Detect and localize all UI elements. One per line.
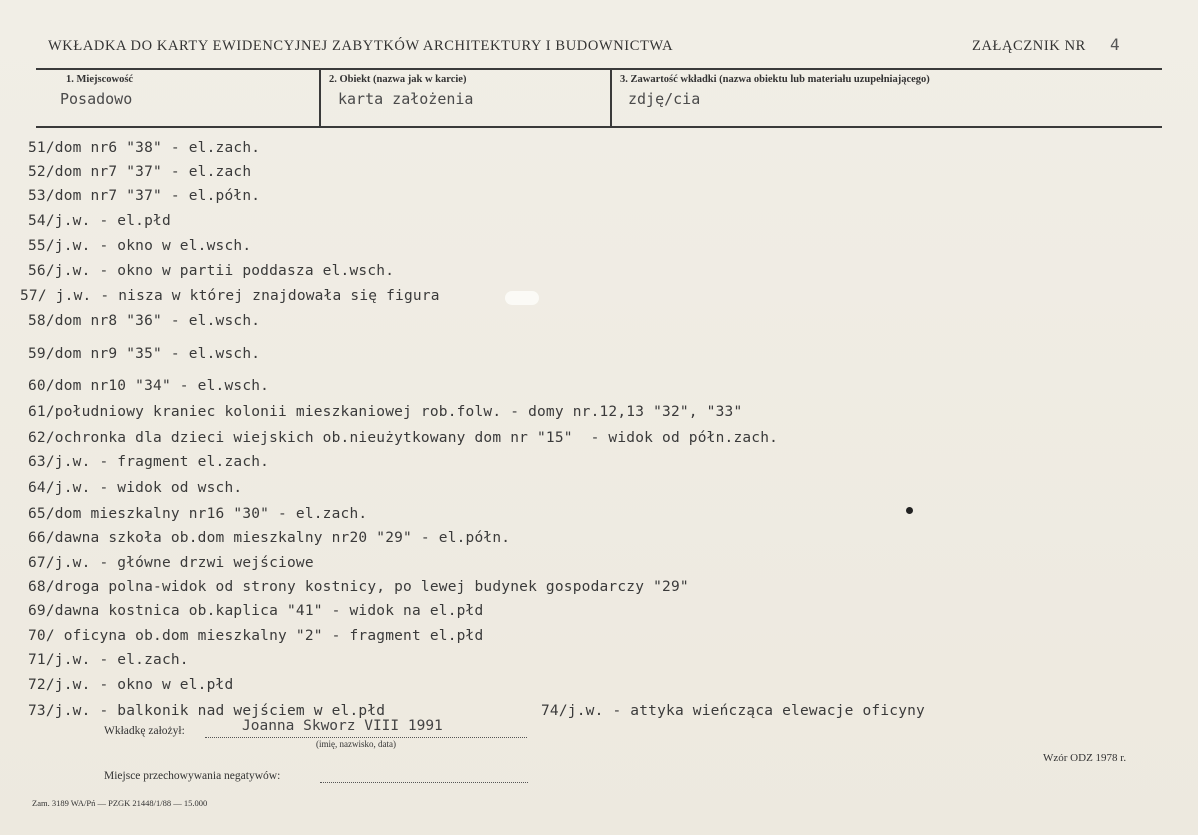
entry-line: 53/dom nr7 "37" - el.półn. — [28, 188, 261, 204]
header-top-rule — [36, 68, 1162, 70]
entry-line: 67/j.w. - główne drzwi wejściowe — [28, 555, 314, 571]
eraser-mark — [505, 291, 539, 305]
entry-line: 52/dom nr7 "37" - el.zach — [28, 164, 252, 180]
annex-number: 4 — [1110, 35, 1120, 54]
ink-spot — [906, 507, 913, 514]
signature-value: Joanna Skworz VIII 1991 — [242, 718, 443, 734]
entry-line: 71/j.w. - el.zach. — [28, 652, 189, 668]
entry-line: 61/południowy kraniec kolonii mieszkaniowej rob.folw. - domy nr.12,13 "32", "33" — [28, 404, 743, 420]
form-template-id: Wzór ODZ 1978 r. — [1043, 752, 1127, 764]
entry-line: 69/dawna kostnica ob.kaplica "41" - widok na el.płd — [28, 603, 484, 619]
field-divider-1 — [319, 70, 321, 126]
entry-line: 68/droga polna-widok od strony kostnicy, po lewej budynek gospodarczy "29" — [28, 579, 689, 595]
entry-line: 59/dom nr9 "35" - el.wsch. — [28, 346, 261, 362]
entry-line: 62/ochronka dla dzieci wiejskich ob.nieużytkowany dom nr "15" - widok od półn.zach. — [28, 430, 779, 446]
signature-dotted-line — [205, 737, 527, 738]
form-title: WKŁADKA DO KARTY EWIDENCYJNEJ ZABYTKÓW ARCHITEKTURY I BUDOWNICTWA — [48, 38, 674, 54]
entry-line: 63/j.w. - fragment el.zach. — [28, 454, 270, 470]
entry-line: 56/j.w. - okno w partii poddasza el.wsch. — [28, 263, 395, 279]
signature-label: Wkładkę założył: — [104, 725, 185, 737]
printer-imprint: Zam. 3189 WA/Pń — PZGK 21448/1/88 — 15.000 — [32, 798, 208, 808]
entry-line: 72/j.w. - okno w el.płd — [28, 677, 234, 693]
field-object-label: 2. Obiekt (nazwa jak w karcie) — [329, 74, 467, 85]
entry-line: 54/j.w. - el.płd — [28, 213, 171, 229]
header-bottom-rule — [36, 126, 1162, 128]
entry-line: 65/dom mieszkalny nr16 "30" - el.zach. — [28, 506, 368, 522]
field-divider-2 — [610, 70, 612, 126]
field-content-value: zdję/cia — [628, 90, 701, 108]
entry-line: 60/dom nr10 "34" - el.wsch. — [28, 378, 270, 394]
entry-line: 74/j.w. - attyka wieńcząca elewacje oficyny — [541, 703, 925, 719]
annex-label: ZAŁĄCZNIK NR — [972, 38, 1086, 54]
entry-line: 51/dom nr6 "38" - el.zach. — [28, 140, 261, 156]
field-object-value: karta założenia — [338, 90, 474, 108]
signature-caption: (imię, nazwisko, data) — [316, 739, 396, 749]
storage-label: Miejsce przechowywania negatywów: — [104, 770, 281, 782]
entry-line: 64/j.w. - widok od wsch. — [28, 480, 243, 496]
field-locality-value: Posadowo — [60, 90, 133, 108]
entry-line: 66/dawna szkoła ob.dom mieszkalny nr20 "29" - el.półn. — [28, 530, 511, 546]
entry-line: 57/ j.w. - nisza w której znajdowała się figura — [20, 288, 440, 304]
storage-dotted-line — [320, 782, 528, 783]
entry-line: 73/j.w. - balkonik nad wejściem w el.płd — [28, 703, 386, 719]
field-content-label: 3. Zawartość wkładki (nazwa obiektu lub materiału uzupełniającego) — [620, 74, 930, 85]
entry-line: 55/j.w. - okno w el.wsch. — [28, 238, 252, 254]
entry-line: 70/ oficyna ob.dom mieszkalny "2" - fragment el.płd — [28, 628, 484, 644]
entry-line: 58/dom nr8 "36" - el.wsch. — [28, 313, 261, 329]
field-locality-label: 1. Miejscowość — [66, 74, 134, 85]
